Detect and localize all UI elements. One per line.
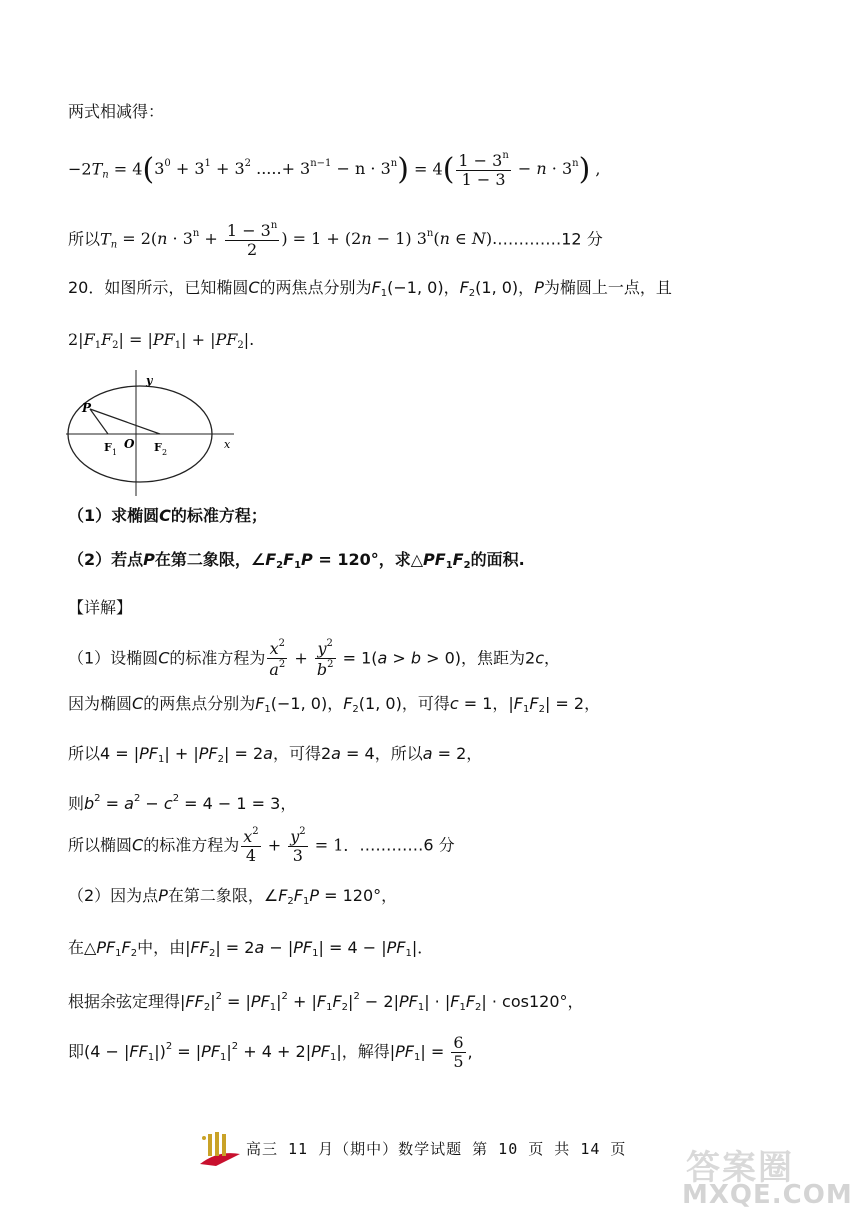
equation-result: 所以$T_n = 2(n \cdot 3^n$ + $\frac{1 - 3^n}{2}$ ) = 1 + (2n − 1) 3$^n$(n ∈ N).…………12 分 xyxy=(68,220,603,260)
ellipse-figure xyxy=(64,368,244,500)
fraction-x2-4: $\frac{x^2}{4}$ xyxy=(243,826,259,866)
label-f1: F xyxy=(104,441,112,454)
answer-2-relation: 在$\triangle PF_1F_2$中，由$|FF_2| = 2a - |PF_1| = 4 - |PF_1|$． xyxy=(68,938,434,959)
question-1: （1）求椭圆C的标准方程； xyxy=(68,506,267,525)
answer-1-b: 则$b^2 = a^2 - c^2 = 4 - 1 = 3$， xyxy=(68,793,297,813)
score-6: …………6 分 xyxy=(359,835,455,855)
problem-20-statement: 20．如图所示，已知椭圆C的两焦点分别为$F_1(-1$, 0)，$F_2(1$, 0)，P为椭圆上一点，且 xyxy=(68,278,672,299)
label-f2: F xyxy=(154,441,162,454)
answer-2-solve: 即$(4 - |FF_1|)^2 = |PF_1|^2 + 4 + 2|PF_1|$，解得$|PF_1|$ = $\frac{6}{5}$ , xyxy=(68,1033,473,1072)
footer-page-info: 高三 11 月（期中）数学试题 第 10 页 共 14 页 xyxy=(246,1140,627,1158)
score-12: …………12 分 xyxy=(497,229,603,249)
answer-2-condition: （2）因为点P在第二象限，$\angle F_2F_1P = 120^\circ$， xyxy=(68,886,398,907)
fraction-result: $\frac{1 - 3^n}{2}$ xyxy=(226,220,278,260)
label-p: P xyxy=(82,401,92,415)
answer-2-cosine-law: 根据余弦定理得$|FF_2|^2 = |PF_1|^2 + |F_1F_2|^2 - 2|PF_1| \cdot |F_1F_2| \cdot \cos 120^\circ$， xyxy=(68,991,584,1013)
problem-20-condition: $2|F_1F_2| = |PF_1| + |PF_2|$. xyxy=(68,330,255,351)
equation-subtract: $-2T_n = 4(3^0 + 3^1 + 3^2$ .....+ $3^{n-1} - n \cdot 3^n) = 4$( $\frac{1 - 3^n}{1 - 3}$ − $n \cdot 3^n$) , xyxy=(68,150,601,190)
watermark-title: 答案圈 xyxy=(686,1148,794,1188)
answer-1-setup: （1）设椭圆C的标准方程为 $\frac{x^2}{a^2}$ + $\frac{y^2}{b^2}$ = 1(a > b > 0)，焦距为2c， xyxy=(68,638,561,680)
text-line-subtract: 两式相减得： xyxy=(68,102,165,121)
fraction-y2-b2: $\frac{y^2}{b^2}$ xyxy=(316,638,334,680)
segment-pf2 xyxy=(90,409,160,434)
watermark-url: MXQE.COM xyxy=(682,1180,853,1210)
question-2: （2）若点P在第二象限，$\angle F_2F_1P = 120^\circ$，求$\triangle PF_1F_2$的面积. xyxy=(68,550,525,571)
label-x: x xyxy=(224,438,231,451)
detail-heading: 【详解】 xyxy=(68,598,133,617)
answer-1-a: 所以$4 = |PF_1| + |PF_2| = 2a$，可得2a = 4，所以a = 2， xyxy=(68,744,483,765)
fraction-6-5: $\frac{6}{5}$ xyxy=(453,1033,464,1072)
fraction-x2-a2: $\frac{x^2}{a^2}$ xyxy=(269,638,286,680)
label-o: O xyxy=(124,437,135,451)
answer-1-foci: 因为椭圆C的两焦点分别为$F_1(-1$, 0)，$F_2(1$, 0)，可得c = 1，$|F_1F_2| = 2$， xyxy=(68,694,601,715)
label-y: y xyxy=(146,374,153,387)
fraction-y2-3: $\frac{y^2}{3}$ xyxy=(290,826,306,866)
fraction-geometric: $\frac{1 - 3^n}{1 - 3}$ xyxy=(458,150,509,190)
label-f2-sub: 2 xyxy=(162,448,168,457)
label-f1-sub: 1 xyxy=(112,448,118,457)
answer-1-equation: 所以椭圆C的标准方程为 $\frac{x^2}{4}$ + $\frac{y^2}{3}$ = 1．…………6 分 xyxy=(68,826,455,866)
